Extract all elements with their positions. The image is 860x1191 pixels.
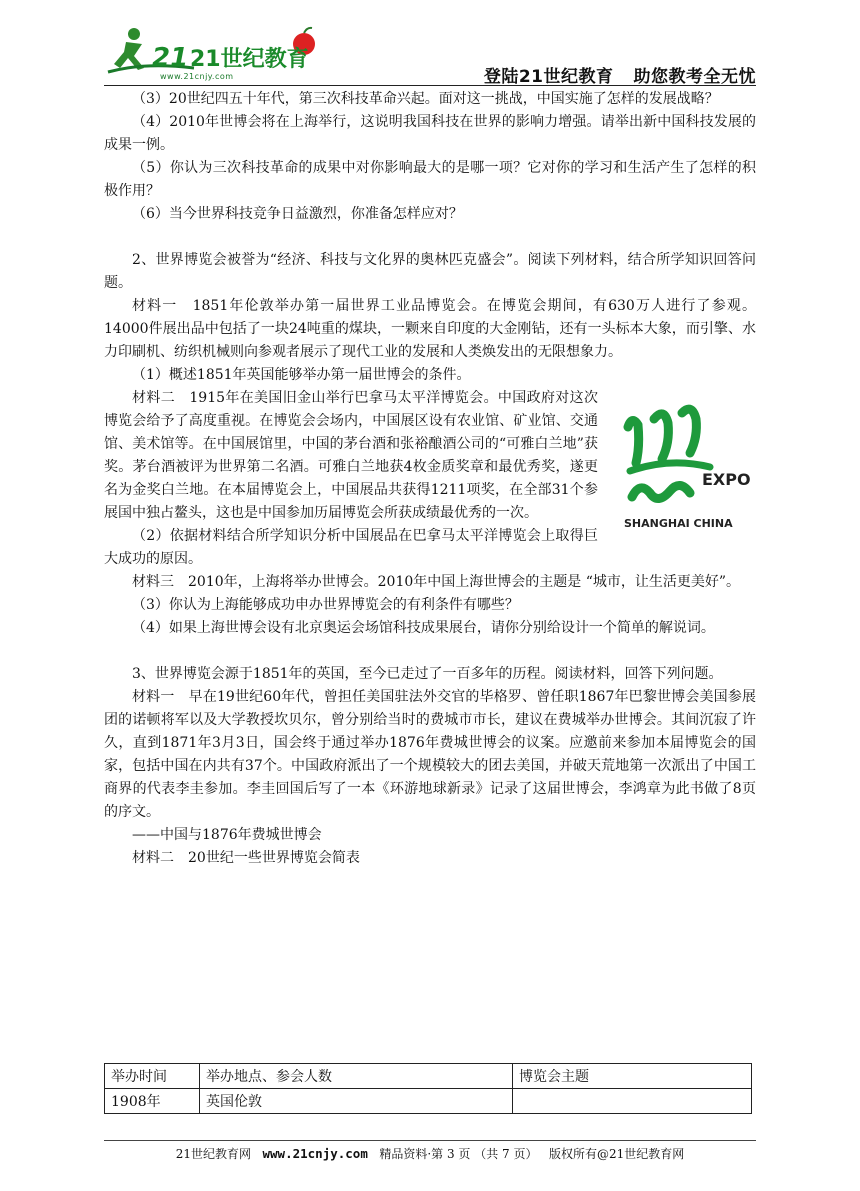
logo-text: 21世纪教育 <box>190 47 309 72</box>
q2-intro: 2、世界博览会被誉为“经济、科技与文化界的奥林匹克盛会”。阅读下列材料，结合所学知识回答问题。 <box>104 252 756 291</box>
q3-source: ——中国与1876年费城世博会 <box>132 827 322 843</box>
table-row <box>105 1089 752 1114</box>
q3-intro: 3、世界博览会源于1851年的英国，至今已走过了一百多年的历程。阅读材料，回答下列问题。 <box>132 666 723 682</box>
q2-material-1: 材料一 1851年伦敦举办第一届世界工业品博览会。在博览会期间，有630万人进行了参观。14000件展出品中包括了一块24吨重的煤块，一颗来自印度的大金刚钻，还有一头标本大象，而引擎、水力印刷机、纺织机械则向参观者展示了现代工业的发展和人类焕发出的无限想象力。 <box>104 298 756 360</box>
q1-sub4: （4）2010年世博会将在上海举行，这说明我国科技在世界的影响力增强。请举出新中国科技发展的成果一例。 <box>104 114 756 153</box>
table-header-cell: 博览会主题 <box>513 1064 752 1089</box>
q3-material-2-title: 材料二 20世纪一些世界博览会简表 <box>132 850 360 866</box>
q2-sub3: （3）你认为上海能够成功申办世界博览会的有利条件有哪些？ <box>132 597 519 613</box>
expo-logo-caption: SHANGHAI CHINA <box>624 517 733 530</box>
q2-sub1: （1）概述1851年英国能够举办第一届世博会的条件。 <box>132 367 471 383</box>
expo-logo-word: EXPO <box>702 470 751 489</box>
21cnjy-logo <box>104 22 364 84</box>
footer-page: 精品资料·第 3 页 （共 7 页） <box>379 1147 538 1161</box>
logo-url: www.21cnjy.com <box>160 72 234 81</box>
header-slogan <box>484 62 756 87</box>
table-cell: 1908年 <box>105 1089 200 1114</box>
table-header-cell: 举办时间 <box>105 1064 200 1089</box>
footer-site: 21世纪教育网 <box>175 1147 252 1161</box>
slogan-left: 登陆21世纪教育 <box>483 67 614 87</box>
q2-material-3: 材料三 2010年，上海将举办世博会。2010年中国上海世博会的主题是 “城市，让生活更美好”。 <box>132 574 741 590</box>
q2-material-2: 材料二 1915年在美国旧金山举行巴拿马太平洋博览会。中国政府对这次博览会给予了高度重视。在博览会会场内，中国展区设有农业馆、矿业馆、交通馆、美术馆等。在中国展馆里，中国的茅台酒和张裕酿酒公司的“可雅白兰地”获奖。茅台酒被评为世界第二名酒。可雅白兰地获4枚金质奖章和最优秀奖，遂更名为金奖白兰地。在本届博览会上，中国展品共获得1211项奖，在全部31个参展国中独占鳌头，这也是中国参加历届博览会所获成绩最优秀的一次。 <box>104 390 598 521</box>
footer-rights: 版权所有@21世纪教育网 <box>548 1147 685 1161</box>
footer-url: www.21cnjy.com <box>262 1146 368 1161</box>
q2-sub2: （2）依据材料结合所学知识分析中国展品在巴拿马太平洋博览会上取得巨大成功的原因。 <box>104 528 598 567</box>
q1-sub3: （3）20世纪四五十年代，第三次科技革命兴起。面对这一挑战，中国实施了怎样的发展战略？ <box>132 91 719 107</box>
page-header <box>104 22 756 87</box>
q3-material-1: 材料一 早在19世纪60年代，曾担任美国驻法外交官的毕格罗、曾任职1867年巴黎世博会美国参展团的诺顿将军以及大学教授坎贝尔，曾分别给当时的费城市市长，建议在费城举办世博会。其间沉寂了许久，直到1871年3月3日，国会终于通过举办1876年费城世博会的议案。应邀前来参加本届博览会的国家，包括中国在内共有37个。中国政府派出了一个规模较大的团去美国，并破天荒地第一次派出了中国工商界的代表李圭参加。李圭回国后写了一本《环游地球新录》记录了这届世博会，李鸿章为此书做了8页的序文。 <box>104 689 756 820</box>
q1-sub6: （6）当今世界科技竞争日益激烈，你准备怎样应对？ <box>132 206 463 222</box>
svg-text:21: 21 <box>152 43 189 73</box>
header-rule <box>104 85 756 86</box>
page-content <box>104 88 756 870</box>
expo-brief-table <box>104 1063 752 1114</box>
expo-2010-logo <box>610 397 756 537</box>
table-cell: 英国伦敦 <box>200 1089 513 1114</box>
page-footer <box>104 1140 756 1162</box>
table-cell <box>513 1089 752 1114</box>
q1-sub5: （5）你认为三次科技革命的成果中对你影响最大的是哪一项？它对你的学习和生活产生了怎样的积极作用？ <box>104 160 756 199</box>
q2-sub4: （4）如果上海世博会设有北京奥运会场馆科技成果展台，请你分别给设计一个简单的解说词。 <box>132 620 715 636</box>
table-header-row <box>105 1064 752 1089</box>
table-header-cell: 举办地点、参会人数 <box>200 1064 513 1089</box>
slogan-right: 助您教考全无忧 <box>633 67 756 87</box>
